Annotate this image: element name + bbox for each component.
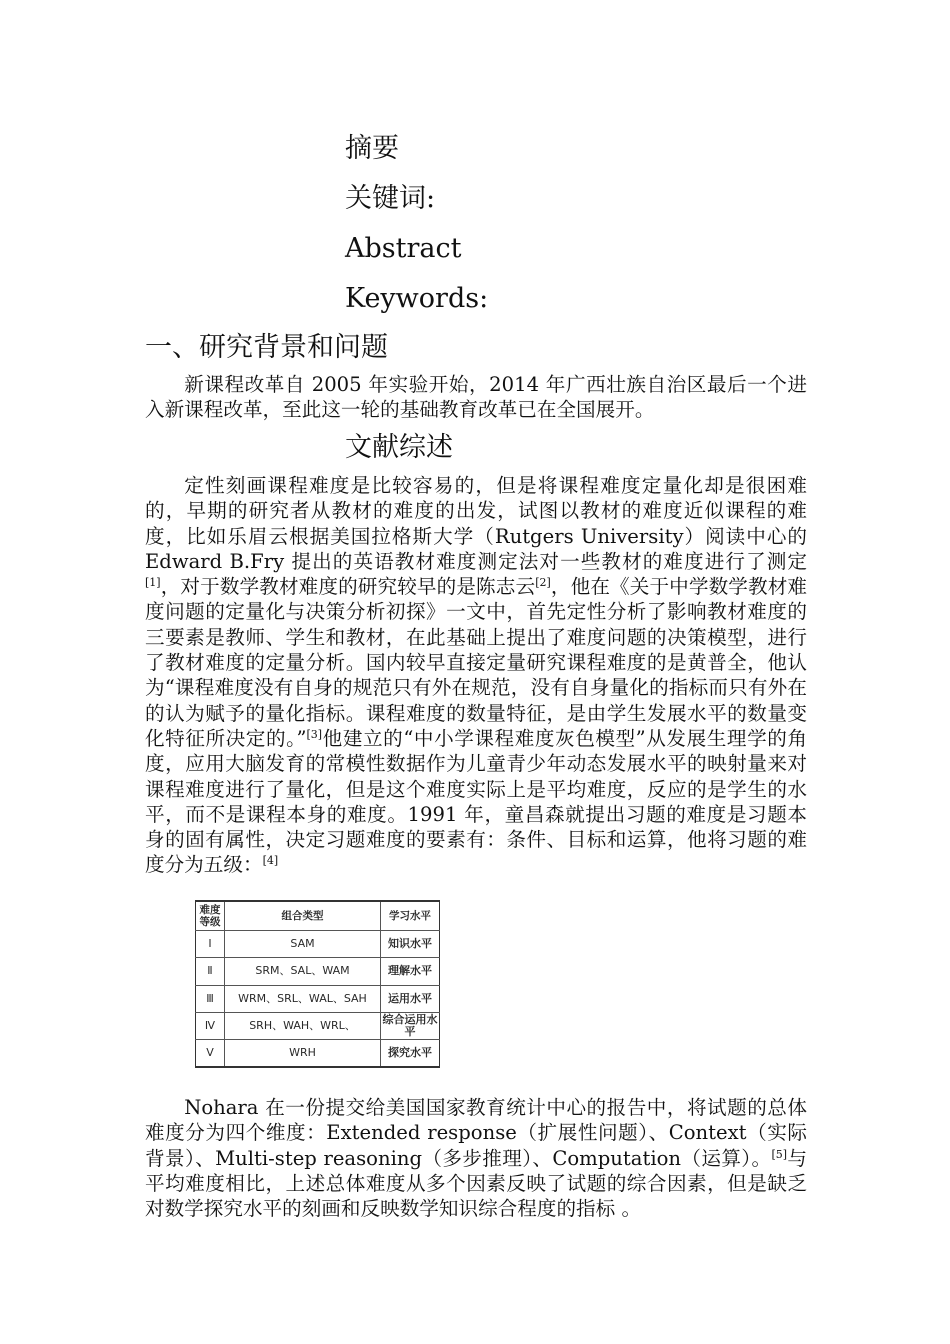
table-row [196,930,440,957]
table-cell-level: Ⅳ [196,1012,225,1039]
table-cell-level: Ⅲ [196,985,225,1012]
table-header-level: 难度等级 [196,901,225,930]
text-span: 他建立的“中小学课程难度灰色模型”从发展生理学的角度，应用大脑发育的常模性数据作为儿童青少年动态发展水平的映射量来对课程难度进行了量化，但是这个难度实际上是平均难度，反应的是学生的水平，而不是课程本身的难度。1991 年，童昌森就提出习题的难度是习题本身的固有属性，决定习题难度的要素有：条件、目标和运算，他将习题的难度分为五级： [145,726,807,877]
text-span: ，他在《关于中学数学教材难度问题的定量化与决策分析初探》一文中，首先定性分析了影响教材难度的三要素是教师、学生和教材，在此基础上提出了难度问题的决策模型，进行了教材难度的定量分析。国内较早直接定量研究课程难度的是黄普全，他认为“课程难度没有自身的规范只有外在规范，没有自身量化的指标而只有外在的认为赋予的量化指标。课程难度的数量特征，是由学生发展水平的数量变化特征所决定的。” [145,575,808,750]
table-cell-level: Ⅰ [196,930,225,957]
table-row [196,958,440,985]
table-row [196,985,440,1012]
table-cell-learning: 探究水平 [381,1040,440,1067]
table-cell-level: Ⅴ [196,1040,225,1067]
literature-review-paragraph [145,473,807,878]
citation-ref: [2] [535,576,551,590]
table-header-row [196,901,440,930]
text-span: Nohara 在一份提交给美国国家教育统计中心的报告中，将试题的总体难度分为四个维度：Extended response（扩展性问题）、Context（实际背景）、Multi-step reasoning（多步推理）、Computation（运算）。 [145,1096,807,1170]
table-row [196,1012,440,1039]
text-span: 定性刻画课程难度是比较容易的，但是将课程难度定量化却是很困难的，早期的研究者从教材的难度的出发，试图以教材的难度近似课程的难度，比如乐眉云根据美国拉格斯大学（Rutgers University）阅读中心的 Edward B.Fry 提出的英语教材难度测定法对一些教材的难度进行了测定 [145,474,807,573]
citation-ref: [1] [145,576,161,590]
table-cell-learning: 理解水平 [381,958,440,985]
intro-paragraph: 新课程改革自 2005 年实验开始，2014 年广西壮族自治区最后一个进入新课程改革，至此这一轮的基础教育改革已在全国展开。 [145,373,807,422]
table-cell-type: SAM [225,930,381,957]
keywords-en-heading: Keywords: [345,283,489,314]
citation-ref: [4] [262,854,279,868]
table-cell-level: Ⅱ [196,958,225,985]
citation-ref: [3] [306,727,323,741]
keywords-cn-heading: 关键词: [345,183,436,214]
citation-ref: [5] [771,1147,788,1161]
literature-review-title: 文献综述 [345,432,453,463]
table-cell-learning: 知识水平 [381,930,440,957]
table-cell-type: WRH [225,1040,381,1067]
table-cell-type: SRM、SAL、WAM [225,958,381,985]
abstract-en-heading: Abstract [345,233,462,264]
section-title: 一、研究背景和问题 [145,332,388,363]
table-cell-type: WRM、SRL、WAL、SAH [225,985,381,1012]
table-row [196,1040,440,1067]
abstract-cn-heading: 摘要 [345,133,399,164]
nohara-paragraph [145,1095,807,1221]
text-span: ，对于数学教材难度的研究较早的是陈志云 [160,575,536,599]
difficulty-level-table [195,900,440,1068]
table-header-learning: 学习水平 [381,901,440,930]
table-header-type: 组合类型 [225,901,381,930]
table-cell-type: SRH、WAH、WRL、 [225,1012,381,1039]
table-cell-learning: 综合运用水平 [382,1013,438,1038]
text-span: 与平均难度相比，上述总体难度从多个因素反映了试题的综合因素，但是缺乏对数学探究水平的刻画和反映数学知识综合程度的指标 。 [145,1146,808,1221]
table-cell-learning: 运用水平 [381,985,440,1012]
